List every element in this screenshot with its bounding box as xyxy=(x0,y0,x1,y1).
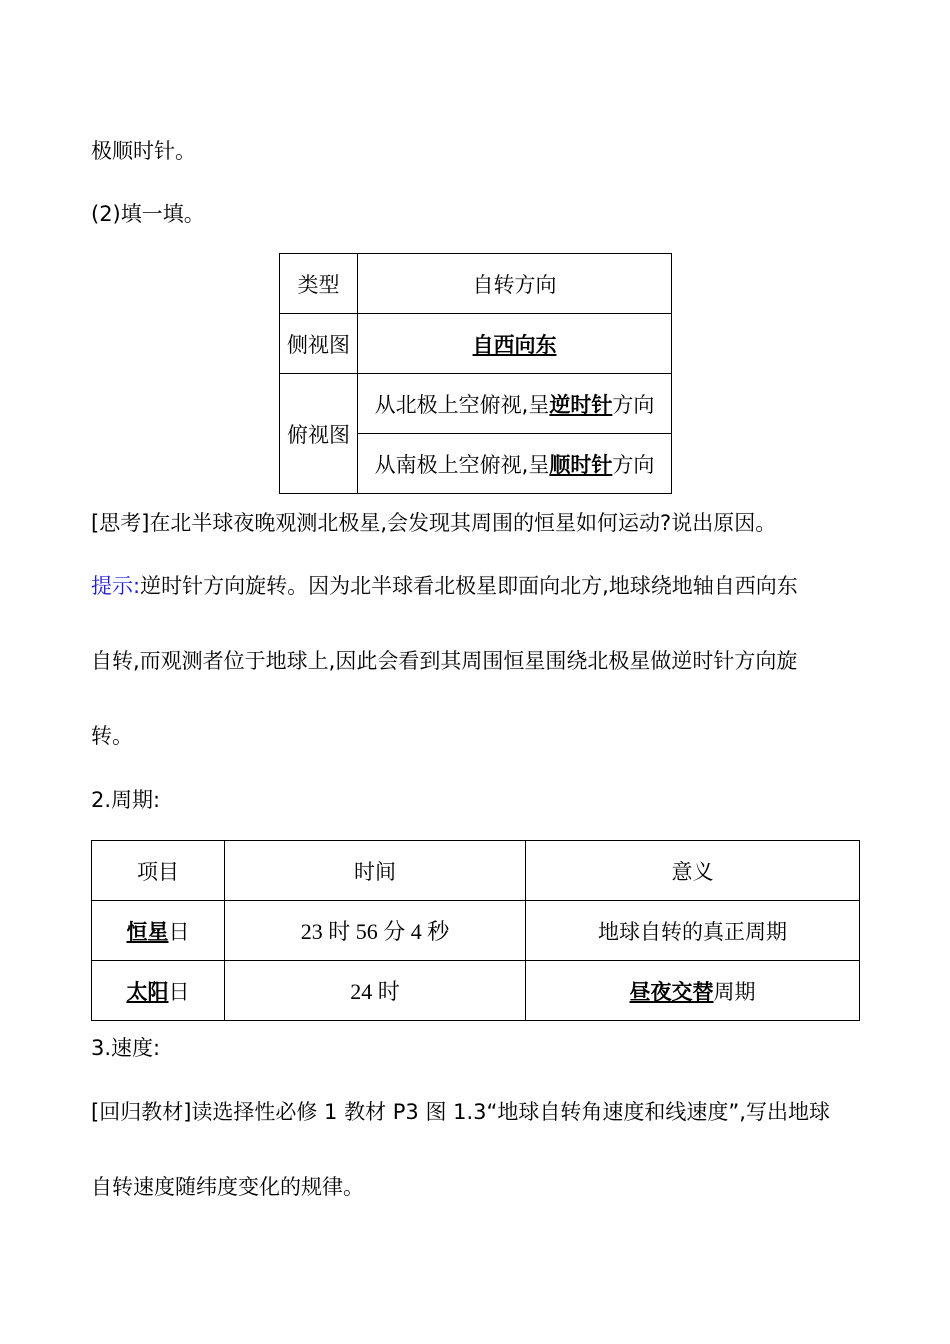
cell-text: 从南极上空俯视,呈 xyxy=(374,452,550,477)
answer-text: 自西向东 xyxy=(472,332,557,357)
table-cell xyxy=(358,434,672,494)
cell-text: 方向 xyxy=(612,452,655,477)
cell-text: 周期 xyxy=(713,979,756,1004)
hint-text: 逆时针方向旋转。因为北半球看北极星即面向北方,地球绕地轴自西向东 xyxy=(140,574,798,598)
answer-text: 昼夜交替 xyxy=(629,979,714,1004)
cell-text: 日 xyxy=(168,919,190,944)
period-heading: 2.周期: xyxy=(91,788,161,812)
table-cell xyxy=(358,374,672,434)
table-header-cell: 自转方向 xyxy=(358,254,672,314)
table-header-cell: 项目 xyxy=(92,841,225,901)
table-row xyxy=(92,901,860,961)
paragraph: 极顺时针。 xyxy=(91,139,196,163)
answer-text: 顺时针 xyxy=(549,452,613,477)
rotation-direction-table xyxy=(279,253,672,494)
table-row xyxy=(92,841,860,901)
table-cell xyxy=(92,901,225,961)
table-row xyxy=(280,374,672,434)
cell-text: 方向 xyxy=(612,392,655,417)
table-row xyxy=(92,961,860,1021)
think-question: [思考]在北半球夜晚观测北极星,会发现其周围的恒星如何运动?说出原因。 xyxy=(91,511,777,535)
table-cell xyxy=(358,314,672,374)
hint-line: 转。 xyxy=(91,724,133,748)
textbook-line: [回归教材]读选择性必修 1 教材 P3 图 1.3“地球自转角速度和线速度”,写出地球 xyxy=(91,1100,830,1124)
table-header-cell: 意义 xyxy=(526,841,860,901)
fill-in-heading: (2)填一填。 xyxy=(91,202,205,226)
table-header-cell: 类型 xyxy=(280,254,358,314)
textbook-line: 自转速度随纬度变化的规律。 xyxy=(91,1175,364,1199)
answer-text: 太阳 xyxy=(126,979,169,1004)
table-cell xyxy=(526,961,860,1021)
cell-text: 日 xyxy=(168,979,190,1004)
period-table xyxy=(91,840,860,1021)
table-cell: 地球自转的真正周期 xyxy=(526,901,860,961)
table-cell: 24 时 xyxy=(225,961,526,1021)
table-cell xyxy=(92,961,225,1021)
table-cell: 侧视图 xyxy=(280,314,358,374)
hint-label: 提示: xyxy=(91,574,141,598)
table-cell: 俯视图 xyxy=(280,374,358,494)
hint-line: 自转,而观测者位于地球上,因此会看到其周围恒星围绕北极星做逆时针方向旋 xyxy=(91,649,798,673)
hint-line xyxy=(91,572,798,600)
speed-heading: 3.速度: xyxy=(91,1036,161,1060)
table-row xyxy=(280,254,672,314)
cell-text: 从北极上空俯视,呈 xyxy=(374,392,550,417)
table-row xyxy=(280,314,672,374)
table-cell: 23 时 56 分 4 秒 xyxy=(225,901,526,961)
answer-text: 恒星 xyxy=(126,919,169,944)
table-header-cell: 时间 xyxy=(225,841,526,901)
answer-text: 逆时针 xyxy=(549,392,613,417)
